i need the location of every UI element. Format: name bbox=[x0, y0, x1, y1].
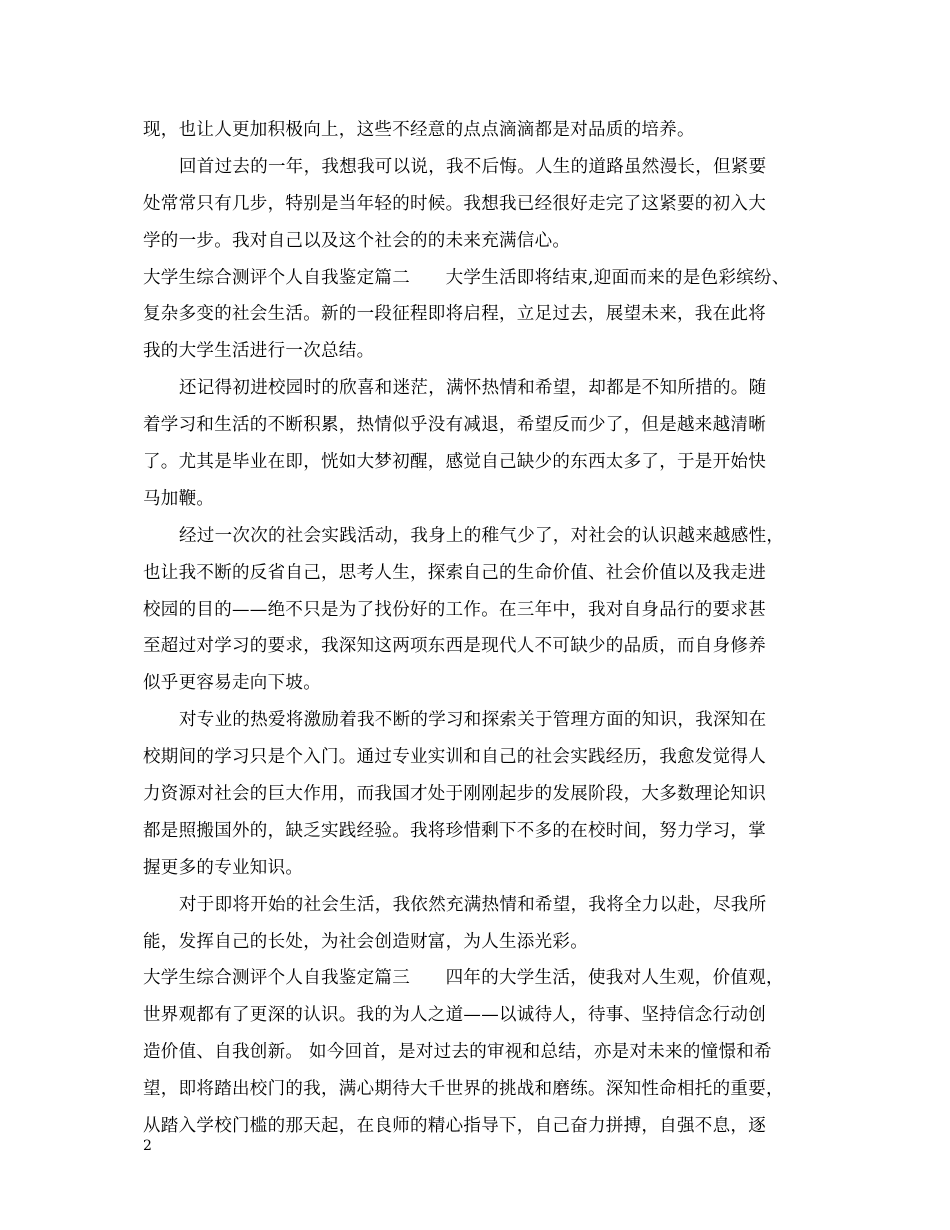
text-line: 能，发挥自己的长处，为社会创造财富，为人生添光彩。 bbox=[143, 931, 588, 952]
text-line: 马加鞭。 bbox=[143, 488, 215, 509]
text-line: 造价值、自我创新。 如今回首，是对过去的审视和总结，亦是对未来的憧憬和希 bbox=[143, 1042, 772, 1063]
text-line: 校园的目的——绝不只是为了找份好的工作。在三年中，我对自身品行的要求甚 bbox=[143, 599, 766, 620]
text-line: 处常常只有几步，特别是当年轻的时候。我想我已经很好走完了这紧要的初入大 bbox=[143, 193, 766, 214]
text-line: 都是照搬国外的，缺乏实践经验。我将珍惜剩下不多的在校时间，努力学习，掌 bbox=[143, 820, 766, 841]
section-heading-line: 大学生综合测评个人自我鉴定篇二 大学生活即将结束,迎面而来的是色彩缤纷、 bbox=[143, 267, 790, 288]
text-line: 望，即将踏出校门的我，满心期待大千世界的挑战和磨练。深知性命相托的重要， bbox=[143, 1079, 784, 1100]
text-line: 着学习和生活的不断积累，热情似乎没有减退，希望反而少了，但是越来越清晰 bbox=[143, 415, 766, 436]
section-heading-line: 大学生综合测评个人自我鉴定篇三 四年的大学生活，使我对人生观，价值观， bbox=[143, 968, 784, 989]
text-line: 握更多的专业知识。 bbox=[143, 857, 304, 878]
text-line: 复杂多变的社会生活。新的一段征程即将启程，立足过去，展望未来，我在此将 bbox=[143, 304, 766, 325]
text-line: 了。尤其是毕业在即，恍如大梦初醒，感觉自己缺少的东西太多了，于是开始快 bbox=[143, 452, 766, 473]
text-line: 学的一步。我对自己以及这个社会的的未来充满信心。 bbox=[143, 230, 571, 251]
text-line: 世界观都有了更深的认识。我的为人之道——以诚待人，待事、坚持信念行动创 bbox=[143, 1005, 766, 1026]
text-line: 至超过对学习的要求，我深知这两项东西是现代人不可缺少的品质，而自身修养 bbox=[143, 636, 766, 657]
text-line: 对于即将开始的社会生活，我依然充满热情和希望，我将全力以赴，尽我所 bbox=[179, 894, 767, 915]
text-line: 现，也让人更加积极向上，这些不经意的点点滴滴都是对品质的培养。 bbox=[143, 120, 695, 140]
text-line: 校期间的学习只是个入门。通过专业实训和自己的社会实践经历，我愈发觉得人 bbox=[143, 747, 766, 768]
text-line: 从踏入学校门槛的那天起，在良师的精心指导下，自己奋力拼搏，自强不息，逐 bbox=[143, 1116, 766, 1137]
page-number: 2 bbox=[143, 1138, 152, 1154]
text-line: 对专业的热爱将激励着我不断的学习和探索关于管理方面的知识，我深知在 bbox=[179, 710, 767, 731]
text-line: 力资源对社会的巨大作用，而我国才处于刚刚起步的发展阶段，大多数理论知识 bbox=[143, 784, 766, 805]
text-line: 还记得初进校园时的欣喜和迷茫，满怀热情和希望，却都是不知所措的。随 bbox=[179, 378, 767, 399]
text-line: 经过一次次的社会实践活动，我身上的稚气少了，对社会的认识越来越感性， bbox=[179, 525, 785, 546]
document-body bbox=[143, 112, 819, 1145]
text-line: 回首过去的一年，我想我可以说，我不后悔。人生的道路虽然漫长，但紧要 bbox=[179, 156, 767, 177]
text-line: 似乎更容易走向下坡。 bbox=[143, 673, 321, 694]
text-line: 也让我不断的反省自己，思考人生，探索自己的生命价值、社会价值以及我走进 bbox=[143, 562, 766, 583]
text-line: 我的大学生活进行一次总结。 bbox=[143, 341, 375, 362]
